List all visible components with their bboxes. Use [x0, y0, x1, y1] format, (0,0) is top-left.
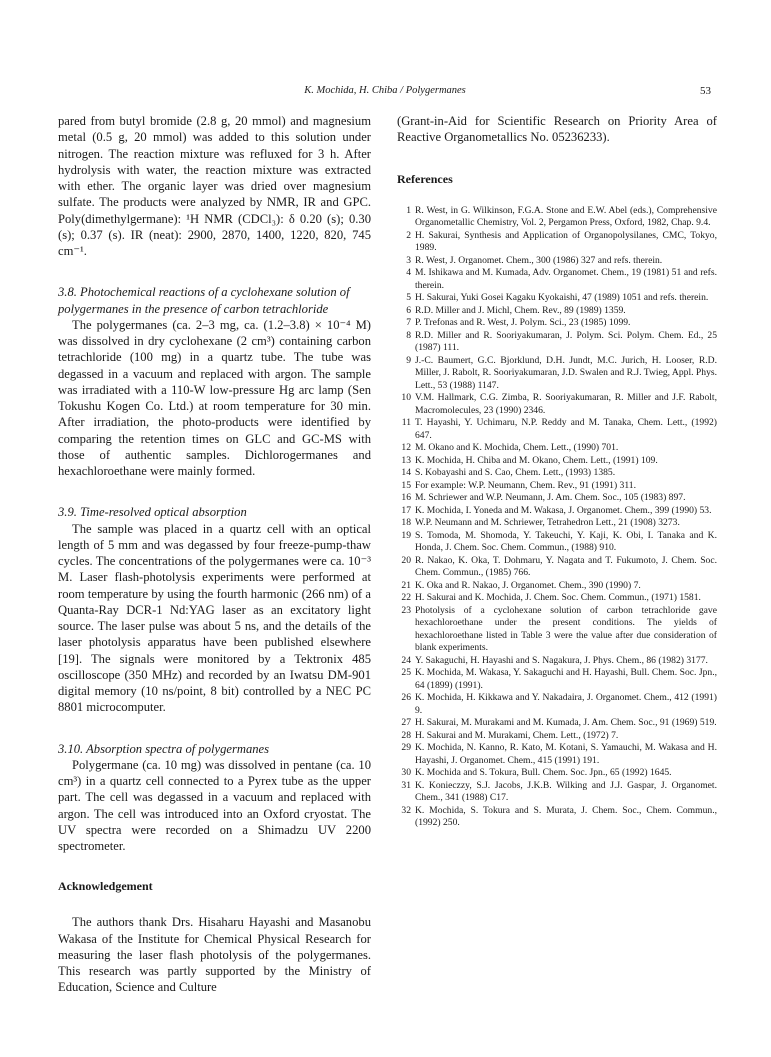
section-3-9-title: 3.9. Time-resolved optical absorption [58, 505, 247, 520]
reference-number: 23 [401, 604, 411, 616]
reference-number: 20 [401, 554, 411, 566]
reference-number: 12 [401, 442, 411, 453]
reference-item [397, 805, 717, 830]
reference-item [397, 205, 717, 230]
acknowledgement-continued: (Grant-in-Aid for Scientific Research on Priority Area of Reactive Organometallics No. 05236233). [397, 114, 717, 145]
reference-text: R.D. Miller and J. Michl, Chem. Rev., 89 (1989) 1359. [415, 304, 626, 316]
reference-text: M. Ishikawa and M. Kumada, Adv. Organomet. Chem., 19 (1981) 51 and refs. therein. [415, 267, 717, 291]
reference-text: W.P. Neumann and M. Schriewer, Tetrahedron Lett., 21 (1908) 3273. [415, 517, 680, 528]
reference-number: 16 [401, 492, 411, 503]
reference-number: 10 [401, 392, 411, 403]
reference-number: 26 [401, 692, 411, 703]
reference-item [397, 292, 717, 305]
reference-item [397, 467, 717, 480]
reference-item [397, 580, 717, 593]
reference-number: 5 [406, 292, 411, 303]
reference-item [397, 455, 717, 468]
reference-text: S. Tomoda, M. Shomoda, Y. Takeuchi, Y. Kaji, K. Obi, I. Tanaka and K. Honda, J. Chem. Soc. Chem. Commun., (1988) 910. [415, 529, 717, 553]
section-3-8-title: 3.8. Photochemical reactions of a cyclohexane solution of polygermanes in the presence of carbon tetrachloride [58, 285, 350, 316]
reference-item [397, 505, 717, 518]
right-column [397, 113, 717, 830]
reference-text: S. Kobayashi and S. Cao, Chem. Lett., (1993) 1385. [415, 467, 616, 478]
reference-item [397, 317, 717, 330]
reference-item [397, 742, 717, 767]
reference-number: 4 [406, 267, 411, 278]
reference-number: 1 [406, 204, 411, 216]
acknowledgement-heading: Acknowledgement [58, 879, 153, 894]
reference-number: 27 [401, 717, 411, 728]
reference-text: T. Hayashi, Y. Uchimaru, N.P. Reddy and M. Tanaka, Chem. Lett., (1992) 647. [415, 417, 717, 441]
references-heading: References [397, 171, 453, 186]
reference-text: R. West, in G. Wilkinson, F.G.A. Stone and E.W. Abel (eds.), Comprehensive Organometallic Chemistry, Vol. 2, Pergamon Press, Oxford, 1982, Chap. 9.4. [415, 204, 717, 228]
reference-number: 6 [406, 304, 411, 316]
reference-item [397, 555, 717, 580]
reference-text: H. Sakurai, M. Murakami and M. Kumada, J. Am. Chem. Soc., 91 (1969) 519. [415, 717, 717, 728]
reference-item [397, 530, 717, 555]
reference-text: H. Sakurai, Synthesis and Application of Organopolysilanes, CMC, Tokyo, 1989. [415, 229, 717, 253]
reference-number: 14 [401, 467, 411, 478]
reference-text: R.D. Miller and R. Sooriyakumaran, J. Polym. Sci. Polym. Chem. Ed., 25 (1987) 111. [415, 329, 717, 353]
reference-item [397, 392, 717, 417]
reference-number: 19 [401, 529, 411, 541]
reference-text: Y. Sakaguchi, H. Hayashi and S. Nagakura, J. Phys. Chem., 86 (1982) 3177. [415, 654, 708, 666]
reference-text: J.-C. Baumert, G.C. Bjorklund, D.H. Jundt, M.C. Jurich, H. Looser, R.D. Miller, J. Rabolt, R. Sooriyakumaran, J.D. Swalen and R.J. Twieg, Appl. Phys. Lett., 53 (1988) 1147. [415, 354, 717, 391]
reference-number: 8 [406, 329, 411, 341]
reference-number: 9 [406, 354, 411, 366]
reference-text: P. Trefonas and R. West, J. Polym. Sci., 23 (1985) 1099. [415, 317, 631, 328]
reference-text: K. Mochida, I. Yoneda and M. Wakasa, J. Organomet. Chem., 399 (1990) 53. [415, 504, 712, 516]
reference-item [397, 717, 717, 730]
reference-item [397, 492, 717, 505]
reference-item [397, 692, 717, 717]
reference-text: R. West, J. Organomet. Chem., 300 (1986) 327 and refs. therein. [415, 254, 663, 266]
reference-item [397, 255, 717, 268]
running-header [0, 85, 771, 101]
reference-text: K. Mochida, M. Wakasa, Y. Sakaguchi and H. Hayashi, Bull. Chem. Soc. Jpn., 64 (1899) (1991). [415, 667, 717, 691]
reference-text: K. Mochida, S. Tokura and S. Murata, J. Chem. Soc., Chem. Commun., (1992) 250. [415, 804, 717, 828]
reference-item [397, 230, 717, 255]
reference-text: For example: W.P. Neumann, Chem. Rev., 91 (1991) 311. [415, 479, 636, 491]
reference-text: K. Mochida, N. Kanno, R. Kato, M. Kotani, S. Yamauchi, M. Wakasa and H. Hayashi, J. Organomet. Chem., 415 (1991) 191. [415, 742, 717, 766]
left-column [58, 113, 371, 996]
reference-number: 30 [401, 767, 411, 778]
reference-number: 25 [401, 667, 411, 678]
reference-number: 18 [401, 517, 411, 528]
reference-text: M. Okano and K. Mochida, Chem. Lett., (1990) 701. [415, 442, 619, 453]
section-3-10-body: Polygermane (ca. 10 mg) was dissolved in pentane (ca. 10 cm³) in a quartz cell connected to a Pyrex tube as the upper part. The cell was degassed in a vacuum and replaced with argon. The cell was introduced into an Oxford cryostat. The UV spectra were recorded on a Shimadzu UV 2200 spectrometer. [58, 757, 371, 853]
reference-item [397, 655, 717, 668]
reference-number: 31 [401, 779, 411, 791]
reference-text: K. Mochida, H. Chiba and M. Okano, Chem. Lett., (1991) 109. [415, 454, 658, 466]
reference-number: 7 [406, 317, 411, 328]
reference-number: 24 [401, 654, 411, 666]
reference-item [397, 605, 717, 655]
reference-list [397, 205, 717, 830]
reference-text: K. Oka and R. Nakao, J. Organomet. Chem., 390 (1990) 7. [415, 579, 641, 591]
reference-number: 17 [401, 504, 411, 516]
reference-number: 22 [401, 592, 411, 603]
reference-item [397, 267, 717, 292]
reference-item [397, 417, 717, 442]
reference-item [397, 305, 717, 318]
reference-text: K. Konieczzy, S.J. Jacobs, J.K.B. Wilking and J.J. Gaspar, J. Organomet. Chem., 341 (1988) C17. [415, 779, 717, 803]
reference-text: R. Nakao, K. Oka, T. Dohmaru, Y. Nagata and T. Fukumoto, J. Chem. Soc. Chem. Commun., (1985) 766. [415, 554, 717, 578]
reference-number: 21 [401, 579, 411, 591]
reference-item [397, 592, 717, 605]
reference-item [397, 517, 717, 530]
reference-text: K. Mochida, H. Kikkawa and Y. Nakadaira, J. Organomet. Chem., 412 (1991) 9. [415, 692, 717, 716]
reference-number: 32 [401, 804, 411, 816]
reference-number: 29 [401, 742, 411, 753]
reference-text: Photolysis of a cyclohexane solution of carbon tetrachloride gave hexachloroethane under the present conditions. The yields of hexachloroethane listed in Table 3 were the value after due consideration of blank experiments. [415, 604, 717, 653]
section-3-9-body: The sample was placed in a quartz cell with an optical length of 5 mm and was degassed by four freeze-pump-thaw cycles. The concentrations of the polygermanes were ca. 10⁻³ M. Laser flash-photolysis experiments were performed at room temperature by using the fourth harmonic (266 nm) of a Quanta-Ray DCR-1 Nd:YAG laser as an excitatory light source. The laser pulse was about 5 ns, and the details of the laser photolysis apparatus have been published elsewhere [19]. The signals were monitored by a Tektronix 485 oscilloscope (350 MHz) and recorded by an Iwatsu DM-901 digital memory (10 ns/point, 8 bit) controlled by a NEC PC 8801 microcomputer. [58, 521, 371, 715]
reference-number: 2 [406, 229, 411, 241]
reference-item [397, 355, 717, 393]
reference-text: V.M. Hallmark, C.G. Zimba, R. Sooriyakumaran, R. Miller and J.F. Rabolt, Macromolecules, 23 (1990) 2346. [415, 392, 717, 416]
reference-number: 11 [401, 417, 411, 428]
reference-number: 13 [401, 454, 411, 466]
page-number: 53 [700, 85, 711, 97]
reference-text: H. Sakurai and M. Murakami, Chem. Lett., (1972) 7. [415, 729, 619, 741]
reference-text: H. Sakurai and K. Mochida, J. Chem. Soc. Chem. Commun., (1971) 1581. [415, 592, 701, 603]
reference-item [397, 442, 717, 455]
reference-text: K. Mochida and S. Tokura, Bull. Chem. Soc. Jpn., 65 (1992) 1645. [415, 767, 672, 778]
acknowledgement-body: The authors thank Drs. Hisaharu Hayashi and Masanobu Wakasa of the Institute for Chemical Physical Research for measuring the laser flash photolysis of the polygermanes. This research was partly supported by the Ministry of Education, Science and Culture [58, 915, 371, 995]
reference-number: 28 [401, 729, 411, 741]
section-3-8-body: The polygermanes (ca. 2–3 mg, ca. (1.2–3.8) × 10⁻⁴ M) was dissolved in dry cyclohexane (2 cm³) containing carbon tetrachloride (100 mg) in a quartz tube. The tube was degassed in a vacuum and replaced with argon. The sample was irradiated with a 110-W low-pressure Hg arc lamp (Sen Tokushu Kogen Co. Ltd.) at room temperature for 30 min. After irradiation, the photo-products were identified by comparing the retention times on GLC and GC-MS with those of authentic samples. Dichlorogermanes and hexachloroethane were mainly formed. [58, 317, 371, 478]
reference-text: H. Sakurai, Yuki Gosei Kagaku Kyokaishi, 47 (1989) 1051 and refs. therein. [415, 292, 709, 303]
reference-item [397, 780, 717, 805]
reference-item [397, 730, 717, 743]
reference-item [397, 480, 717, 493]
reference-item [397, 667, 717, 692]
synthesis-paragraph: pared from butyl bromide (2.8 g, 20 mmol) and magnesium metal (0.5 g, 20 mmol) was added to this solution under nitrogen. The reaction mixture was refluxed for 3 h. After hydrolysis with water, the reaction mixture was extracted with ether. The organic layer was dried over magnesium sulfate. The products were analyzed by NMR, IR and GPC. Poly(dimethylgermane): ¹H NMR (CDCl₃): δ 0.20 (s); 0.30 (s); 0.37 (s). IR (neat): 2900, 2870, 1400, 1220, 820, 745 cm⁻¹. [58, 114, 371, 258]
reference-number: 15 [401, 479, 411, 491]
reference-item [397, 330, 717, 355]
reference-number: 3 [406, 254, 411, 266]
reference-text: M. Schriewer and W.P. Neumann, J. Am. Chem. Soc., 105 (1983) 897. [415, 492, 686, 503]
reference-item [397, 767, 717, 780]
section-3-10-title: 3.10. Absorption spectra of polygermanes [58, 741, 270, 756]
running-title: K. Mochida, H. Chiba / Polygermanes [304, 85, 466, 96]
